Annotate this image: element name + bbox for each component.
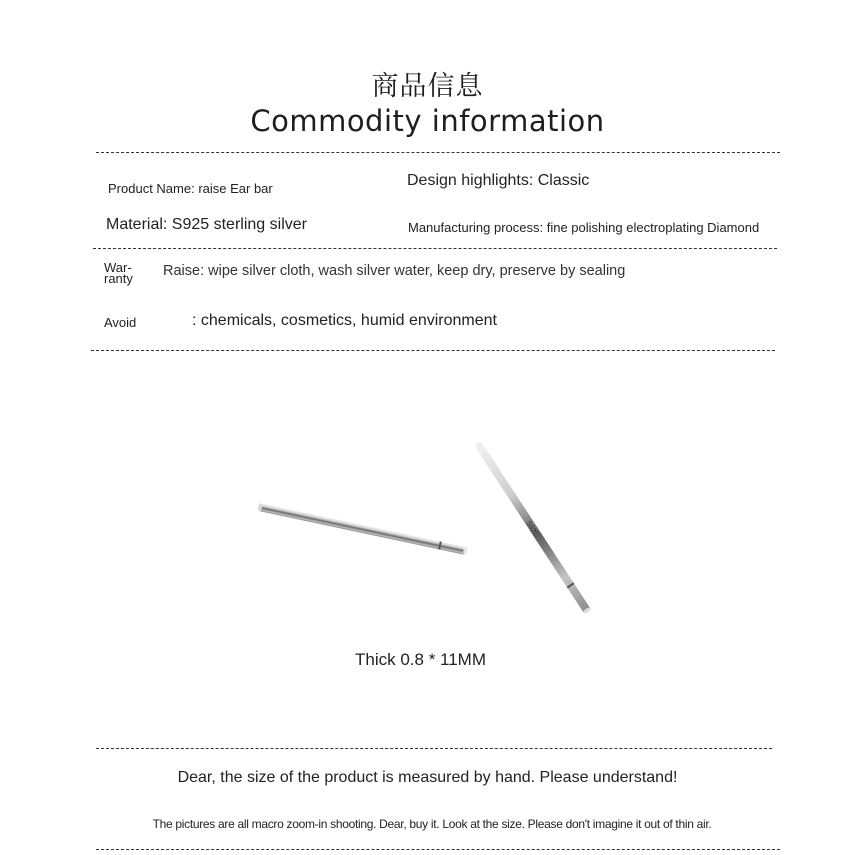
page-title-english: Commodity information: [250, 104, 605, 138]
engraving-mark: S925: [524, 519, 540, 538]
macro-photo-note: The pictures are all macro zoom-in shooting. Dear, buy it. Look at the size. Please don't imagine it out of thin air.: [152, 817, 712, 831]
divider-top: [96, 152, 780, 153]
ear-bar-pin-horizontal: [257, 503, 468, 555]
ear-bar-pin-diagonal: [473, 441, 591, 615]
page-title-chinese: 商品信息: [371, 71, 484, 102]
warranty-label: [104, 262, 133, 284]
design-highlights: Design highlights: Classic: [407, 172, 590, 189]
warranty-label-line1: War-: [104, 260, 132, 275]
divider-care: [91, 350, 775, 351]
divider-footer-top: [96, 748, 772, 749]
product-name: Product Name: raise Ear bar: [108, 181, 273, 196]
measurement-note: Dear, the size of the product is measured by hand. Please understand!: [177, 769, 678, 786]
warranty-text: Raise: wipe silver cloth, wash silver water, keep dry, preserve by sealing: [163, 263, 626, 279]
divider-specs: [93, 248, 777, 249]
size-caption: Thick 0.8 * 11MM: [355, 650, 487, 669]
divider-footer-bottom: [96, 849, 780, 850]
avoid-text: : chemicals, cosmetics, humid environment: [192, 312, 497, 329]
ear-bar-pins-illustration: [240, 420, 620, 640]
product-image: [240, 420, 620, 640]
warranty-label-line2: ranty: [104, 271, 133, 286]
avoid-label: Avoid: [104, 315, 137, 330]
material: Material: S925 sterling silver: [106, 216, 307, 233]
manufacturing-process: Manufacturing process: fine polishing electroplating Diamond: [408, 220, 760, 235]
